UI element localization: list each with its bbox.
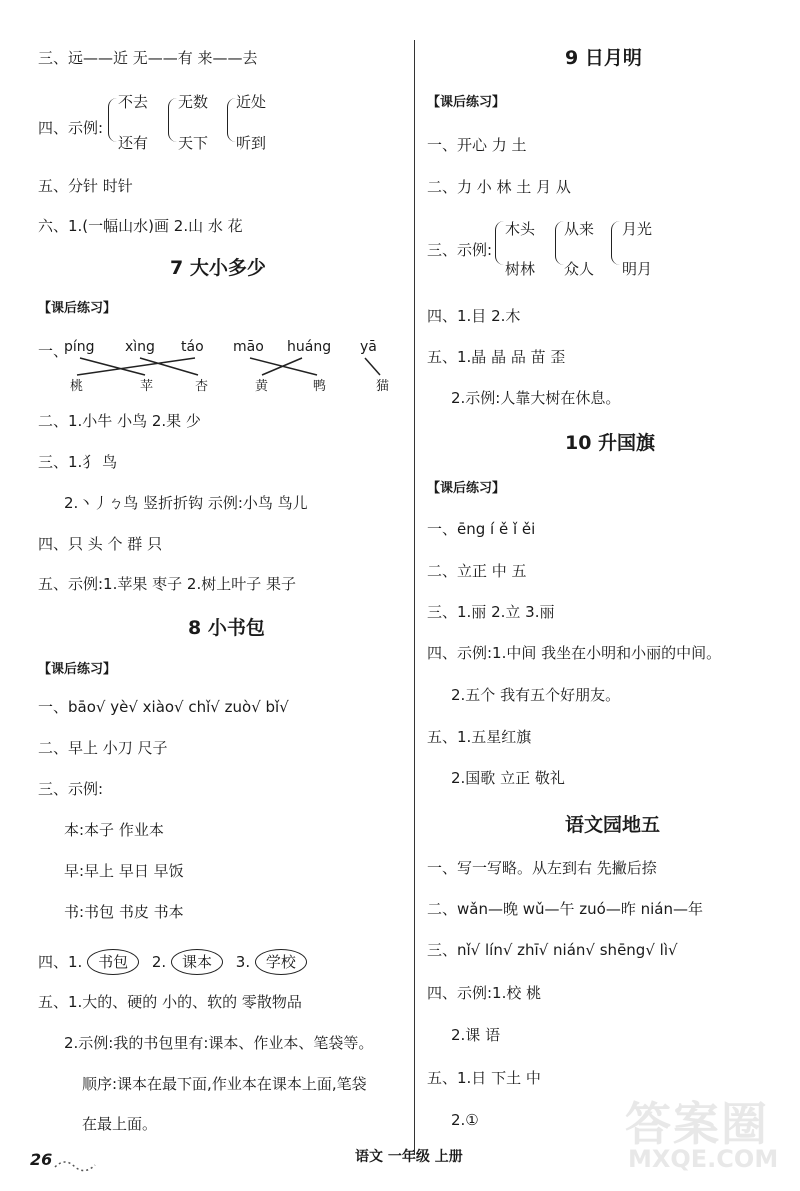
char-ping: 苹 — [140, 379, 154, 394]
s11-line-4: 四、示例:1.校 桃 — [427, 984, 542, 1002]
s11-line-3: 三、nǐ√ lín√ zhī√ nián√ shēng√ lì√ — [427, 941, 678, 959]
s8-line-4 — [38, 949, 307, 975]
page-number: 26 — [30, 1150, 53, 1169]
s10-line-5b: 2.国歌 立正 敬礼 — [451, 769, 565, 787]
watermark-logo-text: 答案圈 — [625, 1097, 769, 1151]
s6-l4-c1-b: 还有 — [118, 134, 149, 152]
page-number-decoration — [55, 1155, 135, 1175]
s6-line-4-label: 四、示例: — [38, 119, 104, 137]
s9-line-4: 四、1.目 2.木 — [427, 307, 521, 325]
s7-line-5: 五、示例:1.苹果 枣子 2.树上叶子 果子 — [38, 575, 296, 593]
s10-line-1: 一、ēng í ě ǐ ěi — [427, 520, 536, 538]
pinyin-ping: píng — [64, 339, 95, 355]
unit-5-title: 语文园地五 — [565, 814, 661, 836]
s8-line-5c: 顺序:课本在最下面,作业本在课本上面,笔袋 — [82, 1075, 367, 1093]
brace — [495, 221, 504, 265]
brace — [168, 98, 177, 142]
lesson-7-title: 7 大小多少 — [170, 257, 266, 279]
s8-line-3b: 早:早上 早日 早饭 — [64, 862, 184, 880]
s11-line-4b: 2.课 语 — [451, 1026, 501, 1044]
pinyin-tao: táo — [181, 339, 204, 355]
s8-l4-num3: 3. — [235, 953, 251, 971]
brace — [555, 221, 564, 265]
s6-l4-c2-b: 天下 — [178, 134, 209, 152]
s7-line-2: 二、1.小牛 小鸟 2.果 少 — [38, 412, 201, 430]
s10-line-5: 五、1.五星红旗 — [427, 728, 532, 746]
s8-line-5: 五、1.大的、硬的 小的、软的 零散物品 — [38, 993, 302, 1011]
char-tao: 桃 — [70, 379, 84, 394]
s7-line-3b: 2.丶丿ㄅ鸟 竖折折钩 示例:小鸟 鸟儿 — [64, 494, 308, 512]
s9-line-2: 二、力 小 林 土 月 从 — [427, 178, 571, 196]
s10-line-2: 二、立正 中 五 — [427, 562, 527, 580]
brace — [611, 221, 620, 265]
brace — [108, 98, 117, 142]
circled-word-1: 书包 — [87, 949, 139, 975]
lesson-8-title: 8 小书包 — [188, 617, 265, 639]
lesson-8-tag: 【课后练习】 — [38, 662, 117, 677]
lesson-10-title: 10 升国旗 — [565, 432, 656, 454]
s8-line-5b: 2.示例:我的书包里有:课本、作业本、笔袋等。 — [64, 1034, 374, 1052]
s11-line-1: 一、写一写略。从左到右 先撇后捺 — [427, 859, 657, 877]
s6-line-3: 三、远——近 无——有 来——去 — [38, 49, 258, 67]
s10-line-4: 四、示例:1.中间 我坐在小明和小丽的中间。 — [427, 644, 722, 662]
column-divider — [414, 40, 415, 1155]
lesson-9-tag: 【课后练习】 — [427, 95, 506, 110]
pinyin-xing: xìng — [125, 339, 155, 355]
s8-l4-num1: 四、1. — [38, 953, 83, 971]
s6-l4-c3-b: 听到 — [236, 134, 267, 152]
s10-line-3: 三、1.丽 2.立 3.丽 — [427, 603, 555, 621]
s9-l3-c3-a: 月光 — [622, 220, 653, 238]
s9-line-1: 一、开心 力 土 — [427, 136, 527, 154]
s9-l3-c1-a: 木头 — [505, 220, 536, 238]
lesson-10-tag: 【课后练习】 — [427, 481, 506, 496]
s7-line-3: 三、1.犭 鸟 — [38, 453, 118, 471]
s9-line-3-label: 三、示例: — [427, 241, 493, 259]
s6-l4-c2-a: 无数 — [178, 93, 209, 111]
circled-word-3: 学校 — [255, 949, 307, 975]
lesson-7-tag: 【课后练习】 — [38, 301, 117, 316]
s9-line-5b: 2.示例:人靠大树在休息。 — [451, 389, 621, 407]
s9-l3-c1-b: 树林 — [505, 260, 536, 278]
pinyin-mao: māo — [233, 339, 264, 355]
circled-word-2: 课本 — [171, 949, 223, 975]
s9-l3-c2-a: 从来 — [564, 220, 595, 238]
s11-line-5: 五、1.日 下土 中 — [427, 1069, 541, 1087]
char-ya: 鸭 — [313, 379, 327, 394]
s8-line-5d: 在最上面。 — [82, 1115, 158, 1133]
s8-line-1: 一、bāo√ yè√ xiào√ chǐ√ zuò√ bǐ√ — [38, 698, 289, 716]
lesson-9-title: 9 日月明 — [565, 47, 642, 69]
s8-line-3a: 本:本子 作业本 — [64, 821, 164, 839]
brace — [227, 98, 236, 142]
s6-line-5: 五、分针 时针 — [38, 177, 133, 195]
s6-l4-c1-a: 不去 — [118, 93, 149, 111]
s8-line-3c: 书:书包 书皮 书本 — [64, 903, 184, 921]
s7-l1-prefix: 一、 — [38, 342, 69, 360]
s7-line-4: 四、只 头 个 群 只 — [38, 535, 163, 553]
s9-l3-c2-b: 众人 — [564, 260, 595, 278]
s10-line-4b: 2.五个 我有五个好朋友。 — [451, 686, 621, 704]
s11-line-5b: 2.① — [451, 1111, 479, 1129]
s6-line-6: 六、1.(一幅山水)画 2.山 水 花 — [38, 217, 243, 235]
watermark-url: MXQE.COM — [628, 1145, 779, 1173]
s11-line-2: 二、wǎn—晚 wǔ—午 zuó—昨 nián—年 — [427, 900, 703, 918]
s6-l4-c3-a: 近处 — [236, 93, 267, 111]
s8-l4-num2: 2. — [151, 953, 167, 971]
pinyin-ya: yā — [360, 339, 377, 355]
s8-line-3: 三、示例: — [38, 780, 104, 798]
s8-line-2: 二、早上 小刀 尺子 — [38, 739, 168, 757]
char-xing: 杏 — [195, 379, 209, 394]
char-huang: 黄 — [255, 379, 269, 394]
pinyin-huang: huáng — [287, 339, 332, 355]
s9-line-5: 五、1.晶 晶 品 苗 歪 — [427, 348, 566, 366]
footer-book-title: 语文 一年级 上册 — [355, 1149, 463, 1165]
s9-l3-c3-b: 明月 — [622, 260, 653, 278]
char-mao: 猫 — [376, 379, 390, 394]
